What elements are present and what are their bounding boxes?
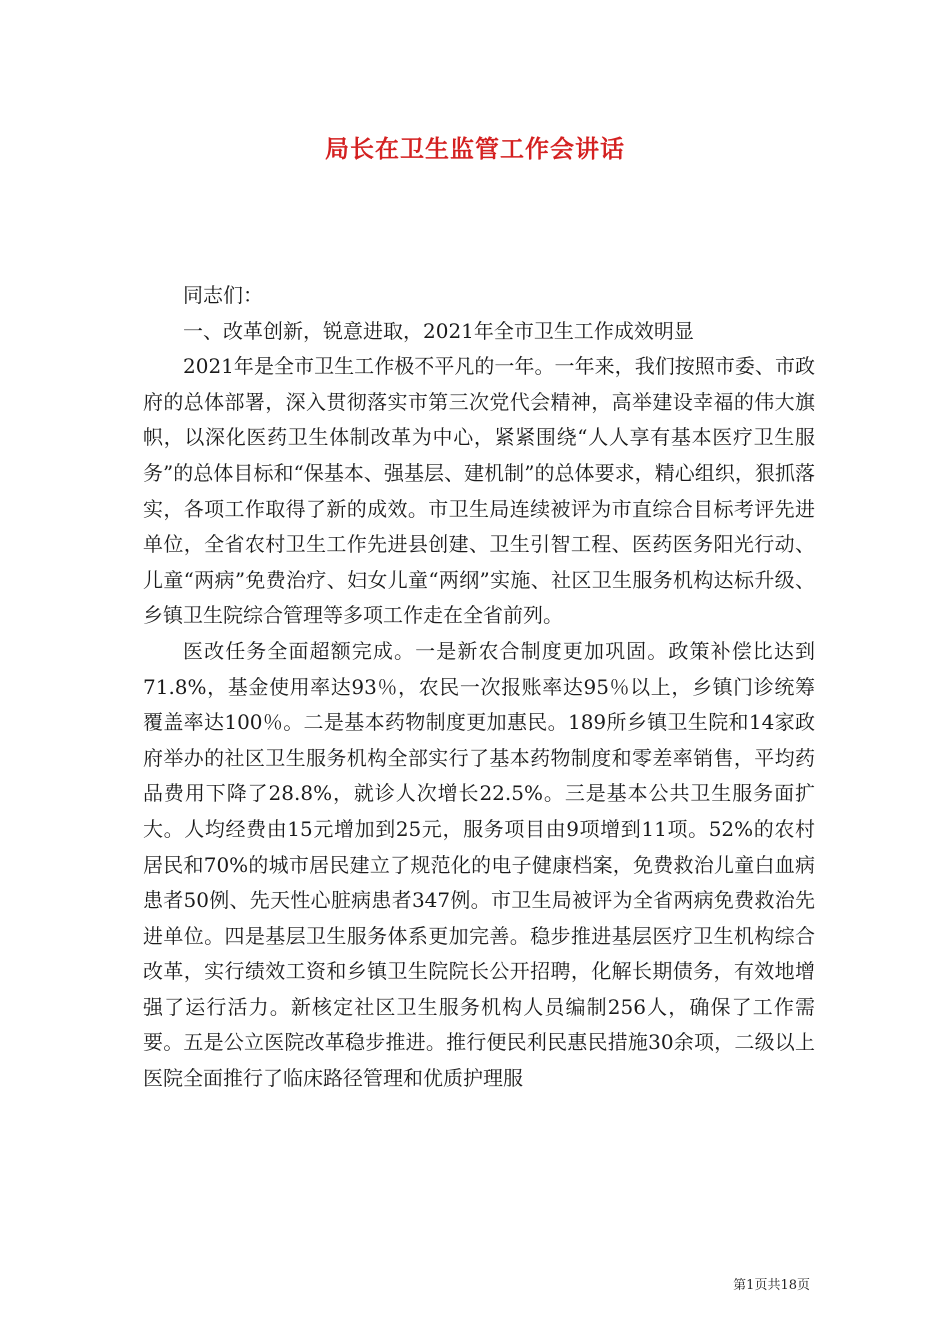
body-paragraph: 医改任务全面超额完成。一是新农合制度更加巩固。政策补偿比达到71.8%，基金使用率达93％，农民一次报账率达95％以上，乡镇门诊统筹覆盖率达100％。二是基本药物制度更加惠民。189所乡镇卫生院和14家政府举办的社区卫生服务机构全部实行了基本药物制度和零差率销售，平均药品费用下降了28.8%，就诊人次增长22.5%。三是基本公共卫生服务面扩大。人均经费由15元增加到25元，服务项目由9项增到11项。52%的农村居民和70%的城市居民建立了规范化的电子健康档案，免费救治儿童白血病患者50例、先天性心脏病患者347例。市卫生局被评为全省两病免费救治先进单位。四是基层卫生服务体系更加完善。稳步推进基层医疗卫生机构综合改革，实行绩效工资和乡镇卫生院院长公开招聘，化解长期债务，有效地增强了运行活力。新核定社区卫生服务机构人员编制256人，确保了工作需要。五是公立医院改革稳步推进。推行便民利民惠民措施30余项，二级以上医院全面推行了临床路径管理和优质护理服 [143, 638, 815, 1091]
page-number: 第1页共18页 [733, 1278, 810, 1293]
document-body [143, 278, 815, 1097]
salutation: 同志们： [183, 283, 263, 307]
body-paragraph: 2021年是全市卫生工作极不平凡的一年。一年来，我们按照市委、市政府的总体部署，深入贯彻落实市第三次党代会精神，高举建设幸福的伟大旗帜，以深化医药卫生体制改革为中心，紧紧围绕“人人享有基本医疗卫生服务”的总体目标和“保基本、强基层、建机制”的总体要求，精心组织，狠抓落实，各项工作取得了新的成效。市卫生局连续被评为市直综合目标考评先进单位，全省农村卫生工作先进县创建、卫生引智工程、医药医务阳光行动、儿童“两病”免费治疗、妇女儿童“两纲”实施、社区卫生服务机构达标升级、乡镇卫生院综合管理等多项工作走在全省前列。 [143, 354, 815, 628]
section-heading: 一、改革创新，锐意进取，2021年全市卫生工作成效明显 [183, 318, 694, 343]
document-title: 局长在卫生监管工作会讲话 [325, 134, 625, 163]
